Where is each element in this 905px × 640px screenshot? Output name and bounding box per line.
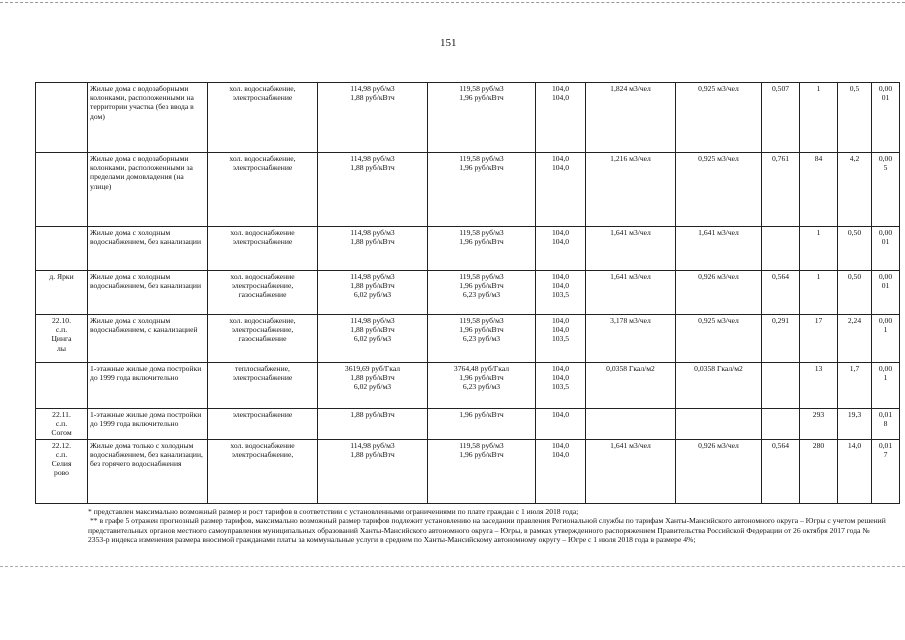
share-cell: 19,3 <box>838 409 872 440</box>
coefficient-cell: 0,564 <box>762 271 800 315</box>
count-cell: 84 <box>800 153 838 227</box>
services-cell: хол. водоснабжение, электроснабжение <box>208 153 318 227</box>
count-cell: 1 <box>800 227 838 271</box>
coefficient-cell: 0,291 <box>762 315 800 363</box>
services-cell: хол. водоснабжение, электроснабжение, газоснабжение <box>208 315 318 363</box>
housing-type-cell: Жилые дома с водозаборными колонками, расположенными на территории участка (без ввода в дом) <box>88 83 208 153</box>
page-top-edge <box>0 2 905 3</box>
norm-limit-cell: 0,925 м3/чел <box>676 315 762 363</box>
ratio-cell: 0,00 1 <box>872 315 900 363</box>
table-row <box>36 439 900 503</box>
tariff-current-cell: 114,98 руб/м3 1,88 руб/кВтч <box>318 153 428 227</box>
table-row <box>36 363 900 409</box>
index-cell: 104,0 104,0 103,5 <box>536 363 586 409</box>
norm-limit-cell: 0,926 м3/чел <box>676 439 762 503</box>
services-cell: электроснабжение <box>208 409 318 440</box>
tariff-forecast-cell: 119,58 руб/м3 1,96 руб/кВтч 6,23 руб/м3 <box>428 315 536 363</box>
services-cell: хол. водоснабжение, электроснабжение <box>208 83 318 153</box>
table-row <box>36 227 900 271</box>
page-bottom-edge <box>0 566 905 567</box>
index-cell: 104,0 104,0 <box>536 227 586 271</box>
count-cell: 17 <box>800 315 838 363</box>
services-cell: хол. водоснабжение электроснабжение <box>208 227 318 271</box>
coefficient-cell: 0,761 <box>762 153 800 227</box>
table-row <box>36 153 900 227</box>
count-cell: 1 <box>800 83 838 153</box>
footnote-1: * представлен максимально возможный размер и рост тарифов в соответствии с установленными ограничениями по плате граждан с 1 июля 2018 года; <box>88 507 579 516</box>
index-cell: 104,0 104,0 <box>536 153 586 227</box>
index-cell: 104,0 104,0 103,5 <box>536 271 586 315</box>
housing-type-cell: Жилые дома только с холодным водоснабжением, без канализации, без горячего водоснабжения <box>88 439 208 503</box>
norm-cell <box>586 409 676 440</box>
count-cell: 293 <box>800 409 838 440</box>
table-row <box>36 409 900 440</box>
coefficient-cell: 0,507 <box>762 83 800 153</box>
norm-limit-cell: 0,925 м3/чел <box>676 153 762 227</box>
place-cell <box>36 227 88 271</box>
tariff-current-cell: 114,98 руб/м3 1,88 руб/кВтч <box>318 439 428 503</box>
services-cell: теплоснабжение, электроснабжение <box>208 363 318 409</box>
ratio-cell: 0,00 01 <box>872 83 900 153</box>
norm-limit-cell: 0,925 м3/чел <box>676 83 762 153</box>
tariff-forecast-cell: 119,58 руб/м3 1,96 руб/кВтч <box>428 83 536 153</box>
table-row <box>36 271 900 315</box>
tariff-forecast-cell: 119,58 руб/м3 1,96 руб/кВтч <box>428 227 536 271</box>
norm-cell: 1,641 м3/чел <box>586 439 676 503</box>
place-cell <box>36 363 88 409</box>
norm-limit-cell: 0,0358 Гкал/м2 <box>676 363 762 409</box>
tariff-current-cell: 114,98 руб/м3 1,88 руб/кВтч 6,02 руб/м3 <box>318 271 428 315</box>
norm-cell: 3,178 м3/чел <box>586 315 676 363</box>
table-row <box>36 315 900 363</box>
coefficient-cell <box>762 363 800 409</box>
place-cell <box>36 153 88 227</box>
share-cell: 4,2 <box>838 153 872 227</box>
share-cell: 2,24 <box>838 315 872 363</box>
norm-cell: 1,216 м3/чел <box>586 153 676 227</box>
housing-type-cell: 1-этажные жилые дома постройки до 1999 года включительно <box>88 409 208 440</box>
footnotes <box>88 507 888 545</box>
coefficient-cell: 0,564 <box>762 439 800 503</box>
tariff-current-cell: 1,88 руб/кВтч <box>318 409 428 440</box>
ratio-cell: 0,00 01 <box>872 271 900 315</box>
index-cell: 104,0 104,0 <box>536 83 586 153</box>
services-cell: хол. водоснабжение электроснабжение, <box>208 439 318 503</box>
tariff-forecast-cell: 1,96 руб/кВтч <box>428 409 536 440</box>
share-cell: 0,50 <box>838 271 872 315</box>
housing-type-cell: Жилые дома с холодным водоснабжением, без канализации <box>88 271 208 315</box>
count-cell: 13 <box>800 363 838 409</box>
place-cell: 22.10. с.п. Цинга лы <box>36 315 88 363</box>
ratio-cell: 0,00 1 <box>872 363 900 409</box>
ratio-cell: 0,01 7 <box>872 439 900 503</box>
ratio-cell: 0,00 01 <box>872 227 900 271</box>
tariff-current-cell: 114,98 руб/м3 1,88 руб/кВтч <box>318 227 428 271</box>
norm-cell: 0,0358 Гкал/м2 <box>586 363 676 409</box>
count-cell: 280 <box>800 439 838 503</box>
tariff-forecast-cell: 119,58 руб/м3 1,96 руб/кВтч <box>428 153 536 227</box>
ratio-cell: 0,01 8 <box>872 409 900 440</box>
norm-cell: 1,641 м3/чел <box>586 227 676 271</box>
housing-type-cell: Жилые дома с водозаборными колонками, расположенными за пределами домовладения (на улице) <box>88 153 208 227</box>
ratio-cell: 0,00 5 <box>872 153 900 227</box>
share-cell: 14,0 <box>838 439 872 503</box>
share-cell: 1,7 <box>838 363 872 409</box>
footnote-2: ** в графе 5 отражен прогнозный размер тарифов, максимально возможный размер тарифов подлежит установлению на заседании правления Региональной службы по тарифам Ханты-Мансийского автономного округа – Югры с учетом решений представительных органов местного самоуправления муниципальных образований Ханты-Мансийского автономного округа – Югры, в рамках утвержденного распоряжением Правительства Российской Федерации от 26 октября 2017 года № 2353-р индекса изменения размера вносимой гражданами платы за коммунальные услуги в среднем по Ханты-Мансийскому автономному округу – Югре с 1 июля 2018 года в размере 4%; <box>88 516 886 545</box>
count-cell: 1 <box>800 271 838 315</box>
coefficient-cell <box>762 227 800 271</box>
tariff-forecast-cell: 119,58 руб/м3 1,96 руб/кВтч <box>428 439 536 503</box>
share-cell: 0,50 <box>838 227 872 271</box>
index-cell: 104,0 <box>536 409 586 440</box>
tariff-current-cell: 3619,69 руб/Гкал 1,88 руб/кВтч 6,02 руб/м3 <box>318 363 428 409</box>
page-number: 151 <box>440 37 457 49</box>
norm-limit-cell: 1,641 м3/чел <box>676 227 762 271</box>
share-cell: 0,5 <box>838 83 872 153</box>
tariff-table <box>35 82 900 504</box>
place-cell: 22.11. с.п. Согом <box>36 409 88 440</box>
index-cell: 104,0 104,0 <box>536 439 586 503</box>
tariff-current-cell: 114,98 руб/м3 1,88 руб/кВтч 6,02 руб/м3 <box>318 315 428 363</box>
table-row <box>36 83 900 153</box>
index-cell: 104,0 104,0 103,5 <box>536 315 586 363</box>
tariff-forecast-cell: 119,58 руб/м3 1,96 руб/кВтч 6,23 руб/м3 <box>428 271 536 315</box>
norm-cell: 1,641 м3/чел <box>586 271 676 315</box>
tariff-current-cell: 114,98 руб/м3 1,88 руб/кВтч <box>318 83 428 153</box>
place-cell: д. Ярки <box>36 271 88 315</box>
place-cell: 22.12. с.п. Селия рово <box>36 439 88 503</box>
housing-type-cell: Жилые дома с холодным водоснабжением, с канализацией <box>88 315 208 363</box>
tariff-forecast-cell: 3764,48 руб/Гкал 1,96 руб/кВтч 6,23 руб/м3 <box>428 363 536 409</box>
norm-limit-cell: 0,926 м3/чел <box>676 271 762 315</box>
housing-type-cell: Жилые дома с холодным водоснабжением, без канализации <box>88 227 208 271</box>
coefficient-cell <box>762 409 800 440</box>
norm-cell: 1,824 м3/чел <box>586 83 676 153</box>
place-cell <box>36 83 88 153</box>
housing-type-cell: 1-этажные жилые дома постройки до 1999 года включительно <box>88 363 208 409</box>
norm-limit-cell <box>676 409 762 440</box>
services-cell: хол. водоснабжение электроснабжение, газоснабжение <box>208 271 318 315</box>
